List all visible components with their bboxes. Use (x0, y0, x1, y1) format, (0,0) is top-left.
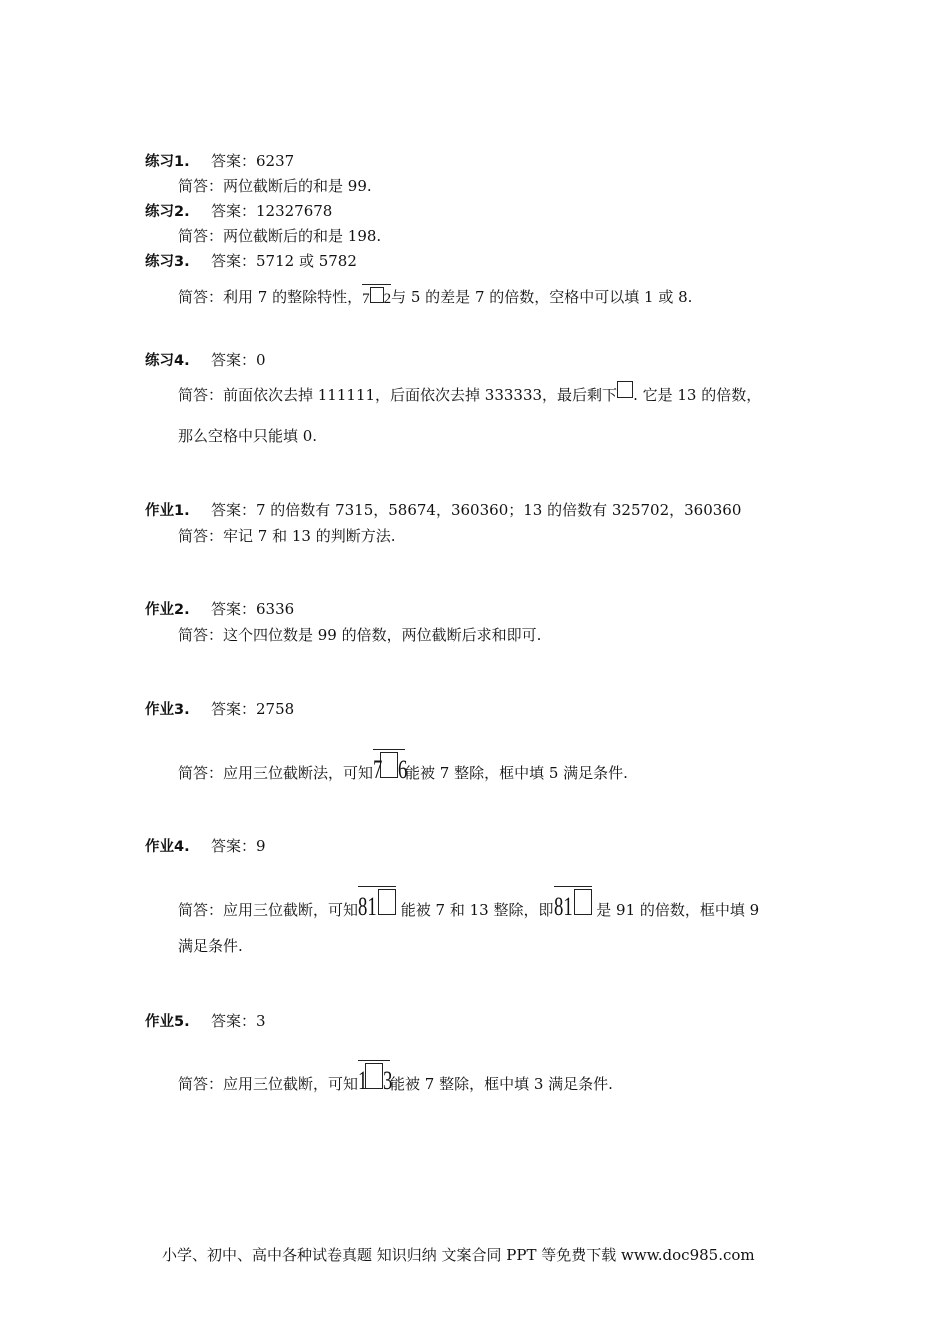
overline-digit-right: 3 (383, 1066, 393, 1095)
exercise-3-answer: 答案：5712 或 5782 (211, 252, 357, 270)
exercise-3-label: 练习3. (145, 254, 190, 270)
blank-box (574, 889, 592, 915)
overline-digit-right: 2 (383, 291, 392, 307)
homework-4-brief (178, 886, 759, 920)
exercise-1-answer: 答案：6237 (211, 152, 295, 170)
exercise-1-label: 练习1. (145, 154, 190, 170)
homework-3-answer-line (145, 699, 294, 720)
exercise-4-brief-post: . 它是 13 的倍数， (633, 386, 762, 404)
blank-box (380, 752, 398, 778)
homework-5-brief-pre: 简答：应用三位截断，可知 (178, 1075, 359, 1093)
overlined-number (362, 284, 391, 307)
homework-4-answer: 答案：9 (211, 837, 266, 855)
exercise-3-answer-line (145, 251, 357, 272)
exercise-2-answer-line (145, 201, 332, 222)
overlined-number (373, 749, 408, 784)
exercise-2-brief: 简答：两位截断后的和是 198. (178, 227, 382, 245)
homework-3-answer: 答案：2758 (211, 700, 295, 718)
homework-2-answer-line (145, 599, 294, 620)
overline-digit-left: 7 (373, 755, 383, 784)
homework-1-answer: 答案：7 的倍数有 7315，58674，360360；13 的倍数有 325702，360360 (211, 501, 742, 519)
exercise-3-brief (178, 284, 692, 307)
homework-5-brief (178, 1060, 613, 1094)
exercise-1-answer-line (145, 151, 294, 172)
homework-4-brief-post: 是 91 的倍数，框中填 9 (591, 901, 760, 919)
overlined-number (358, 886, 396, 920)
homework-5-brief-post: 能被 7 整除，框中填 3 满足条件. (390, 1075, 613, 1093)
overline-digit-right: 6 (398, 755, 408, 784)
blank-box (370, 287, 384, 303)
homework-2-label: 作业2. (145, 602, 190, 618)
homework-3-label: 作业3. (145, 702, 190, 718)
exercise-3-brief-post: 与 5 的差是 7 的倍数，空格中可以填 1 或 8. (391, 288, 693, 306)
homework-3-brief-post: 能被 7 整除，框中填 5 满足条件. (405, 764, 628, 782)
homework-5-answer-line (145, 1011, 266, 1032)
overline-digits: 81 (358, 892, 377, 921)
homework-4-brief-pre: 简答：应用三位截断，可知 (178, 901, 359, 919)
exercise-4-label: 练习4. (145, 353, 190, 369)
blank-box (365, 1063, 383, 1089)
overline-digits: 81 (553, 892, 573, 921)
footer-text: 小学、初中、高中各种试卷真题 知识归纳 文案合同 PPT 等免费下载 www.doc985.com (162, 1246, 755, 1264)
homework-4-brief-mid: 能被 7 和 13 整除，即 (396, 901, 554, 919)
homework-2-brief: 简答：这个四位数是 99 的倍数，两位截断后求和即可. (178, 626, 542, 644)
overline-digit-left: 1 (358, 1066, 368, 1095)
exercise-4-brief-2: 那么空格中只能填 0. (178, 427, 318, 445)
exercise-4-brief (178, 381, 761, 405)
homework-5-label: 作业5. (145, 1014, 190, 1030)
exercise-2-answer: 答案：12327678 (211, 202, 333, 220)
homework-4-brief-2: 满足条件. (178, 937, 243, 955)
homework-1-answer-line (145, 500, 741, 521)
blank-box (617, 381, 633, 398)
overlined-number-2 (554, 886, 592, 920)
homework-1-label: 作业1. (145, 503, 190, 519)
exercise-1-brief: 简答：两位截断后的和是 99. (178, 177, 372, 195)
exercise-2-label: 练习2. (145, 204, 190, 220)
exercise-4-answer-line (145, 350, 266, 371)
homework-4-answer-line (145, 836, 266, 857)
exercise-3-brief-pre: 简答：利用 7 的整除特性， (178, 288, 363, 306)
homework-5-answer: 答案：3 (211, 1012, 266, 1030)
homework-3-brief-pre: 简答：应用三位截断法，可知 (178, 764, 374, 782)
exercise-4-brief-pre: 简答：前面依次去掉 111111，后面依次去掉 333333，最后剩下 (178, 386, 618, 404)
overline-digit-left: 7 (362, 291, 370, 307)
homework-3-brief (178, 749, 628, 783)
homework-1-brief: 简答：牢记 7 和 13 的判断方法. (178, 527, 396, 545)
overlined-number (358, 1060, 393, 1095)
exercise-4-answer: 答案：0 (211, 351, 266, 369)
homework-2-answer: 答案：6336 (211, 600, 295, 618)
homework-4-label: 作业4. (145, 839, 190, 855)
blank-box (378, 889, 396, 915)
